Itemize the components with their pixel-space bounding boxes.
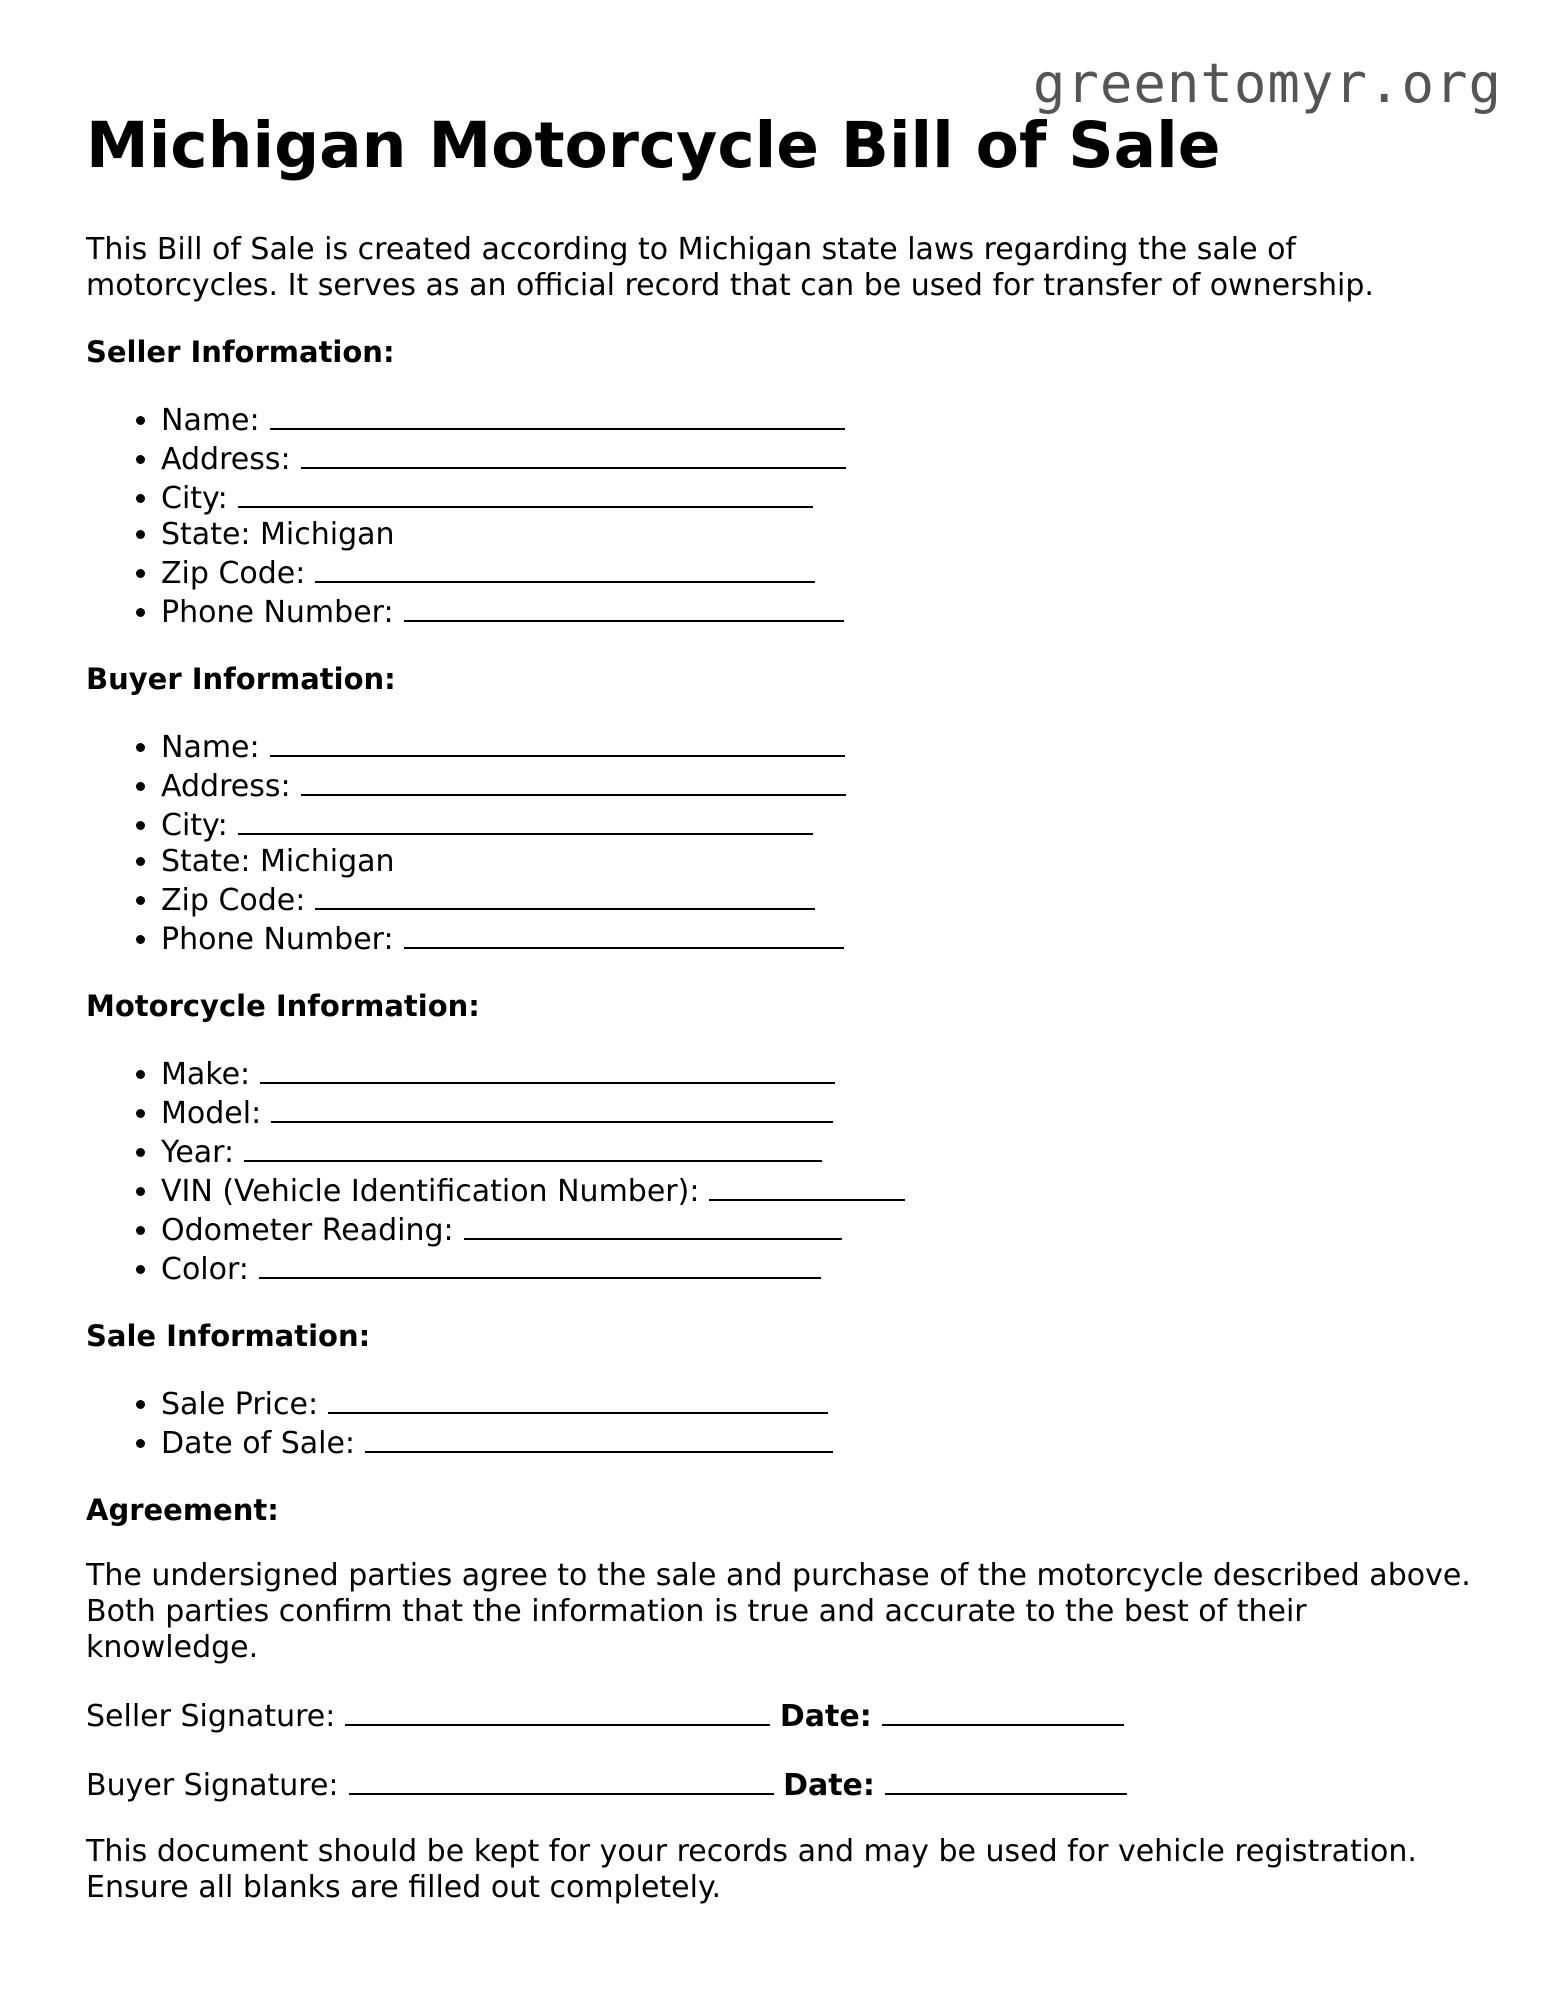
- motorcycle-odometer-label: Odometer Reading:: [161, 1213, 454, 1248]
- buyer-signature-blank[interactable]: [349, 1765, 774, 1795]
- motorcycle-color-blank[interactable]: [259, 1249, 821, 1279]
- motorcycle-model-item: [161, 1093, 1486, 1132]
- watermark: greentomyr.org: [1032, 52, 1502, 115]
- sale-heading: Sale Information:: [86, 1319, 371, 1353]
- buyer-address-item: [161, 766, 1486, 805]
- buyer-city-blank[interactable]: [238, 805, 813, 835]
- seller-state-item: [161, 517, 1486, 553]
- buyer-info-list: [86, 727, 1486, 958]
- seller-heading: Seller Information:: [86, 335, 395, 369]
- seller-phone-label: Phone Number:: [161, 595, 394, 630]
- seller-zip-item: [161, 553, 1486, 592]
- buyer-state-label: State: Michigan: [161, 844, 395, 879]
- motorcycle-odometer-blank[interactable]: [464, 1210, 842, 1240]
- motorcycle-vin-item: [161, 1171, 1486, 1210]
- motorcycle-make-blank[interactable]: [260, 1054, 835, 1084]
- motorcycle-info-list: [86, 1054, 1486, 1288]
- sale-date-blank[interactable]: [365, 1423, 833, 1453]
- motorcycle-year-label: Year:: [161, 1135, 235, 1170]
- buyer-name-item: [161, 727, 1486, 766]
- seller-address-blank[interactable]: [301, 439, 846, 469]
- buyer-phone-item: [161, 919, 1486, 958]
- buyer-city-item: [161, 805, 1486, 844]
- motorcycle-model-blank[interactable]: [271, 1093, 833, 1123]
- seller-city-label: City:: [161, 481, 228, 516]
- sale-date-label: Date of Sale:: [161, 1426, 356, 1461]
- footer-note: This document should be kept for your records and may be used for vehicle registration. Ensure all blanks are filled out completely.: [86, 1834, 1417, 1905]
- seller-info-list: [86, 400, 1486, 631]
- seller-phone-blank[interactable]: [404, 592, 844, 622]
- buyer-address-blank[interactable]: [301, 766, 846, 796]
- motorcycle-vin-label: VIN (Vehicle Identification Number):: [161, 1174, 700, 1209]
- buyer-heading: Buyer Information:: [86, 662, 396, 696]
- motorcycle-make-item: [161, 1054, 1486, 1093]
- sale-info-list: [86, 1384, 1486, 1462]
- document-title: Michigan Motorcycle Bill of Sale: [86, 109, 1221, 182]
- seller-name-item: [161, 400, 1486, 439]
- seller-signature-blank[interactable]: [345, 1696, 770, 1726]
- agreement-heading: Agreement:: [86, 1493, 279, 1527]
- motorcycle-color-item: [161, 1249, 1486, 1288]
- buyer-date-label: Date:: [783, 1768, 875, 1803]
- motorcycle-heading: Motorcycle Information:: [86, 989, 480, 1023]
- buyer-name-blank[interactable]: [270, 727, 845, 757]
- motorcycle-vin-blank[interactable]: [709, 1171, 905, 1201]
- buyer-zip-blank[interactable]: [315, 880, 815, 910]
- motorcycle-model-label: Model:: [161, 1096, 262, 1131]
- seller-address-item: [161, 439, 1486, 478]
- sale-price-label: Sale Price:: [161, 1387, 319, 1422]
- sale-date-item: [161, 1423, 1486, 1462]
- buyer-phone-blank[interactable]: [404, 919, 844, 949]
- seller-signature-label: Seller Signature:: [86, 1699, 336, 1734]
- buyer-zip-label: Zip Code:: [161, 883, 306, 918]
- seller-city-blank[interactable]: [238, 478, 813, 508]
- motorcycle-year-item: [161, 1132, 1486, 1171]
- seller-state-label: State: Michigan: [161, 517, 395, 552]
- seller-date-blank[interactable]: [882, 1696, 1124, 1726]
- seller-address-label: Address:: [161, 442, 291, 477]
- agreement-paragraph: The undersigned parties agree to the sale and purchase of the motorcycle described above. Both parties confirm that the information is true and accurate to the best of their knowledge.: [86, 1558, 1471, 1665]
- buyer-date-blank[interactable]: [885, 1765, 1127, 1795]
- buyer-city-label: City:: [161, 808, 228, 843]
- seller-date-label: Date:: [779, 1699, 872, 1734]
- motorcycle-make-label: Make:: [161, 1057, 251, 1092]
- seller-signature-line: [86, 1696, 1486, 1735]
- seller-zip-blank[interactable]: [315, 553, 815, 583]
- seller-zip-label: Zip Code:: [161, 556, 306, 591]
- motorcycle-odometer-item: [161, 1210, 1486, 1249]
- buyer-zip-item: [161, 880, 1486, 919]
- buyer-state-item: [161, 844, 1486, 880]
- sale-price-item: [161, 1384, 1486, 1423]
- seller-name-blank[interactable]: [270, 400, 845, 430]
- buyer-signature-line: [86, 1765, 1486, 1804]
- intro-paragraph: This Bill of Sale is created according to Michigan state laws regarding the sale of motorcycles. It serves as an official record that can be used for transfer of ownership.: [86, 232, 1374, 303]
- buyer-address-label: Address:: [161, 769, 291, 804]
- document-page: [86, 108, 1486, 1906]
- motorcycle-year-blank[interactable]: [244, 1132, 822, 1162]
- buyer-signature-label: Buyer Signature:: [86, 1768, 339, 1803]
- sale-price-blank[interactable]: [328, 1384, 828, 1414]
- buyer-name-label: Name:: [161, 730, 260, 765]
- buyer-phone-label: Phone Number:: [161, 922, 394, 957]
- seller-name-label: Name:: [161, 403, 260, 438]
- seller-phone-item: [161, 592, 1486, 631]
- seller-city-item: [161, 478, 1486, 517]
- motorcycle-color-label: Color:: [161, 1252, 249, 1287]
